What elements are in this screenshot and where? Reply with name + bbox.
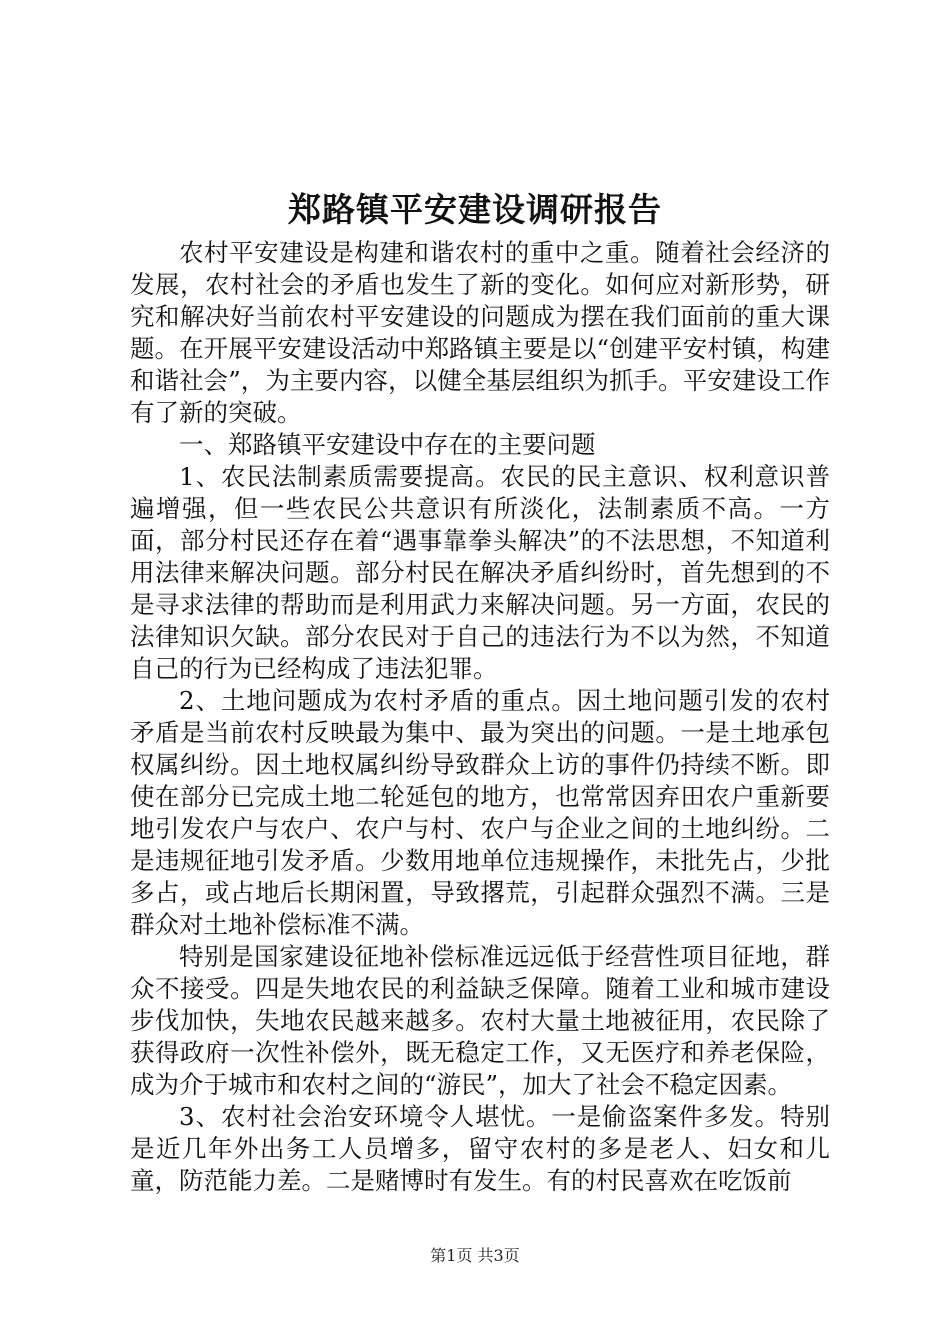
page-footer: 第1页 共3页: [430, 1246, 520, 1265]
issue-paragraph-2-continued: 特别是国家建设征地补偿标准远远低于经营性项目征地，群众不接受。四是失地农民的利益缺乏保障。随着工业和城市建设步伐加快，失地农民越来越多。农村大量土地被征用，农民除了获得政府一次性补偿外，既无稳定工作，又无医疗和养老保险，成为介于城市和农村之间的“游民”，加大了社会不稳定因素。: [130, 942, 830, 1099]
section-heading: 一、郑路镇平安建设中存在的主要问题: [179, 430, 596, 459]
issue-paragraph-2: 2、土地问题成为农村矛盾的重点。因土地问题引发的农村矛盾是当前农村反映最为集中、最为突出的问题。一是土地承包权属纠纷。因土地权属纠纷导致群众上访的事件仍持续不断。即使在部分已完成土地二轮延包的地方，也常常因弃田农户重新要地引发农户与农户、农户与村、农户与企业之间的土地纠纷。二是违规征地引发矛盾。少数用地单位违规操作，未批先占，少批多占，或占地后长期闲置，导致撂荒，引起群众强烈不满。三是群众对土地补偿标准不满。: [130, 686, 830, 939]
issue-paragraph-1: 1、农民法制素质需要提高。农民的民主意识、权利意识普遍增强，但一些农民公共意识有所淡化，法制素质不高。一方面，部分村民还存在着“遇事靠拳头解决”的不法思想，不知道利用法律来解决问题。部分村民在解决矛盾纠纷时，首先想到的不是寻求法律的帮助而是利用武力来解决问题。另一方面，农民的法律知识欠缺。部分农民对于自己的违法行为不以为然，不知道自己的行为已经构成了违法犯罪。: [130, 462, 830, 683]
issue-paragraph-3: 3、农村社会治安环境令人堪忧。一是偷盗案件多发。特别是近几年外出务工人员增多，留守农村的多是老人、妇女和儿童，防范能力差。二是赌博时有发生。有的村民喜欢在吃饭前: [130, 1102, 830, 1195]
document-title: 郑路镇平安建设调研报告: [288, 190, 662, 229]
document-body: [130, 237, 830, 1197]
intro-paragraph: 农村平安建设是构建和谐农村的重中之重。随着社会经济的发展，农村社会的矛盾也发生了新的变化。如何应对新形势，研究和解决好当前农村平安建设的问题成为摆在我们面前的重大课题。在开展平安建设活动中郑路镇主要是以“创建平安村镇，构建和谐社会”，为主要内容，以健全基层组织为抓手。平安建设工作有了新的突破。: [130, 238, 830, 427]
